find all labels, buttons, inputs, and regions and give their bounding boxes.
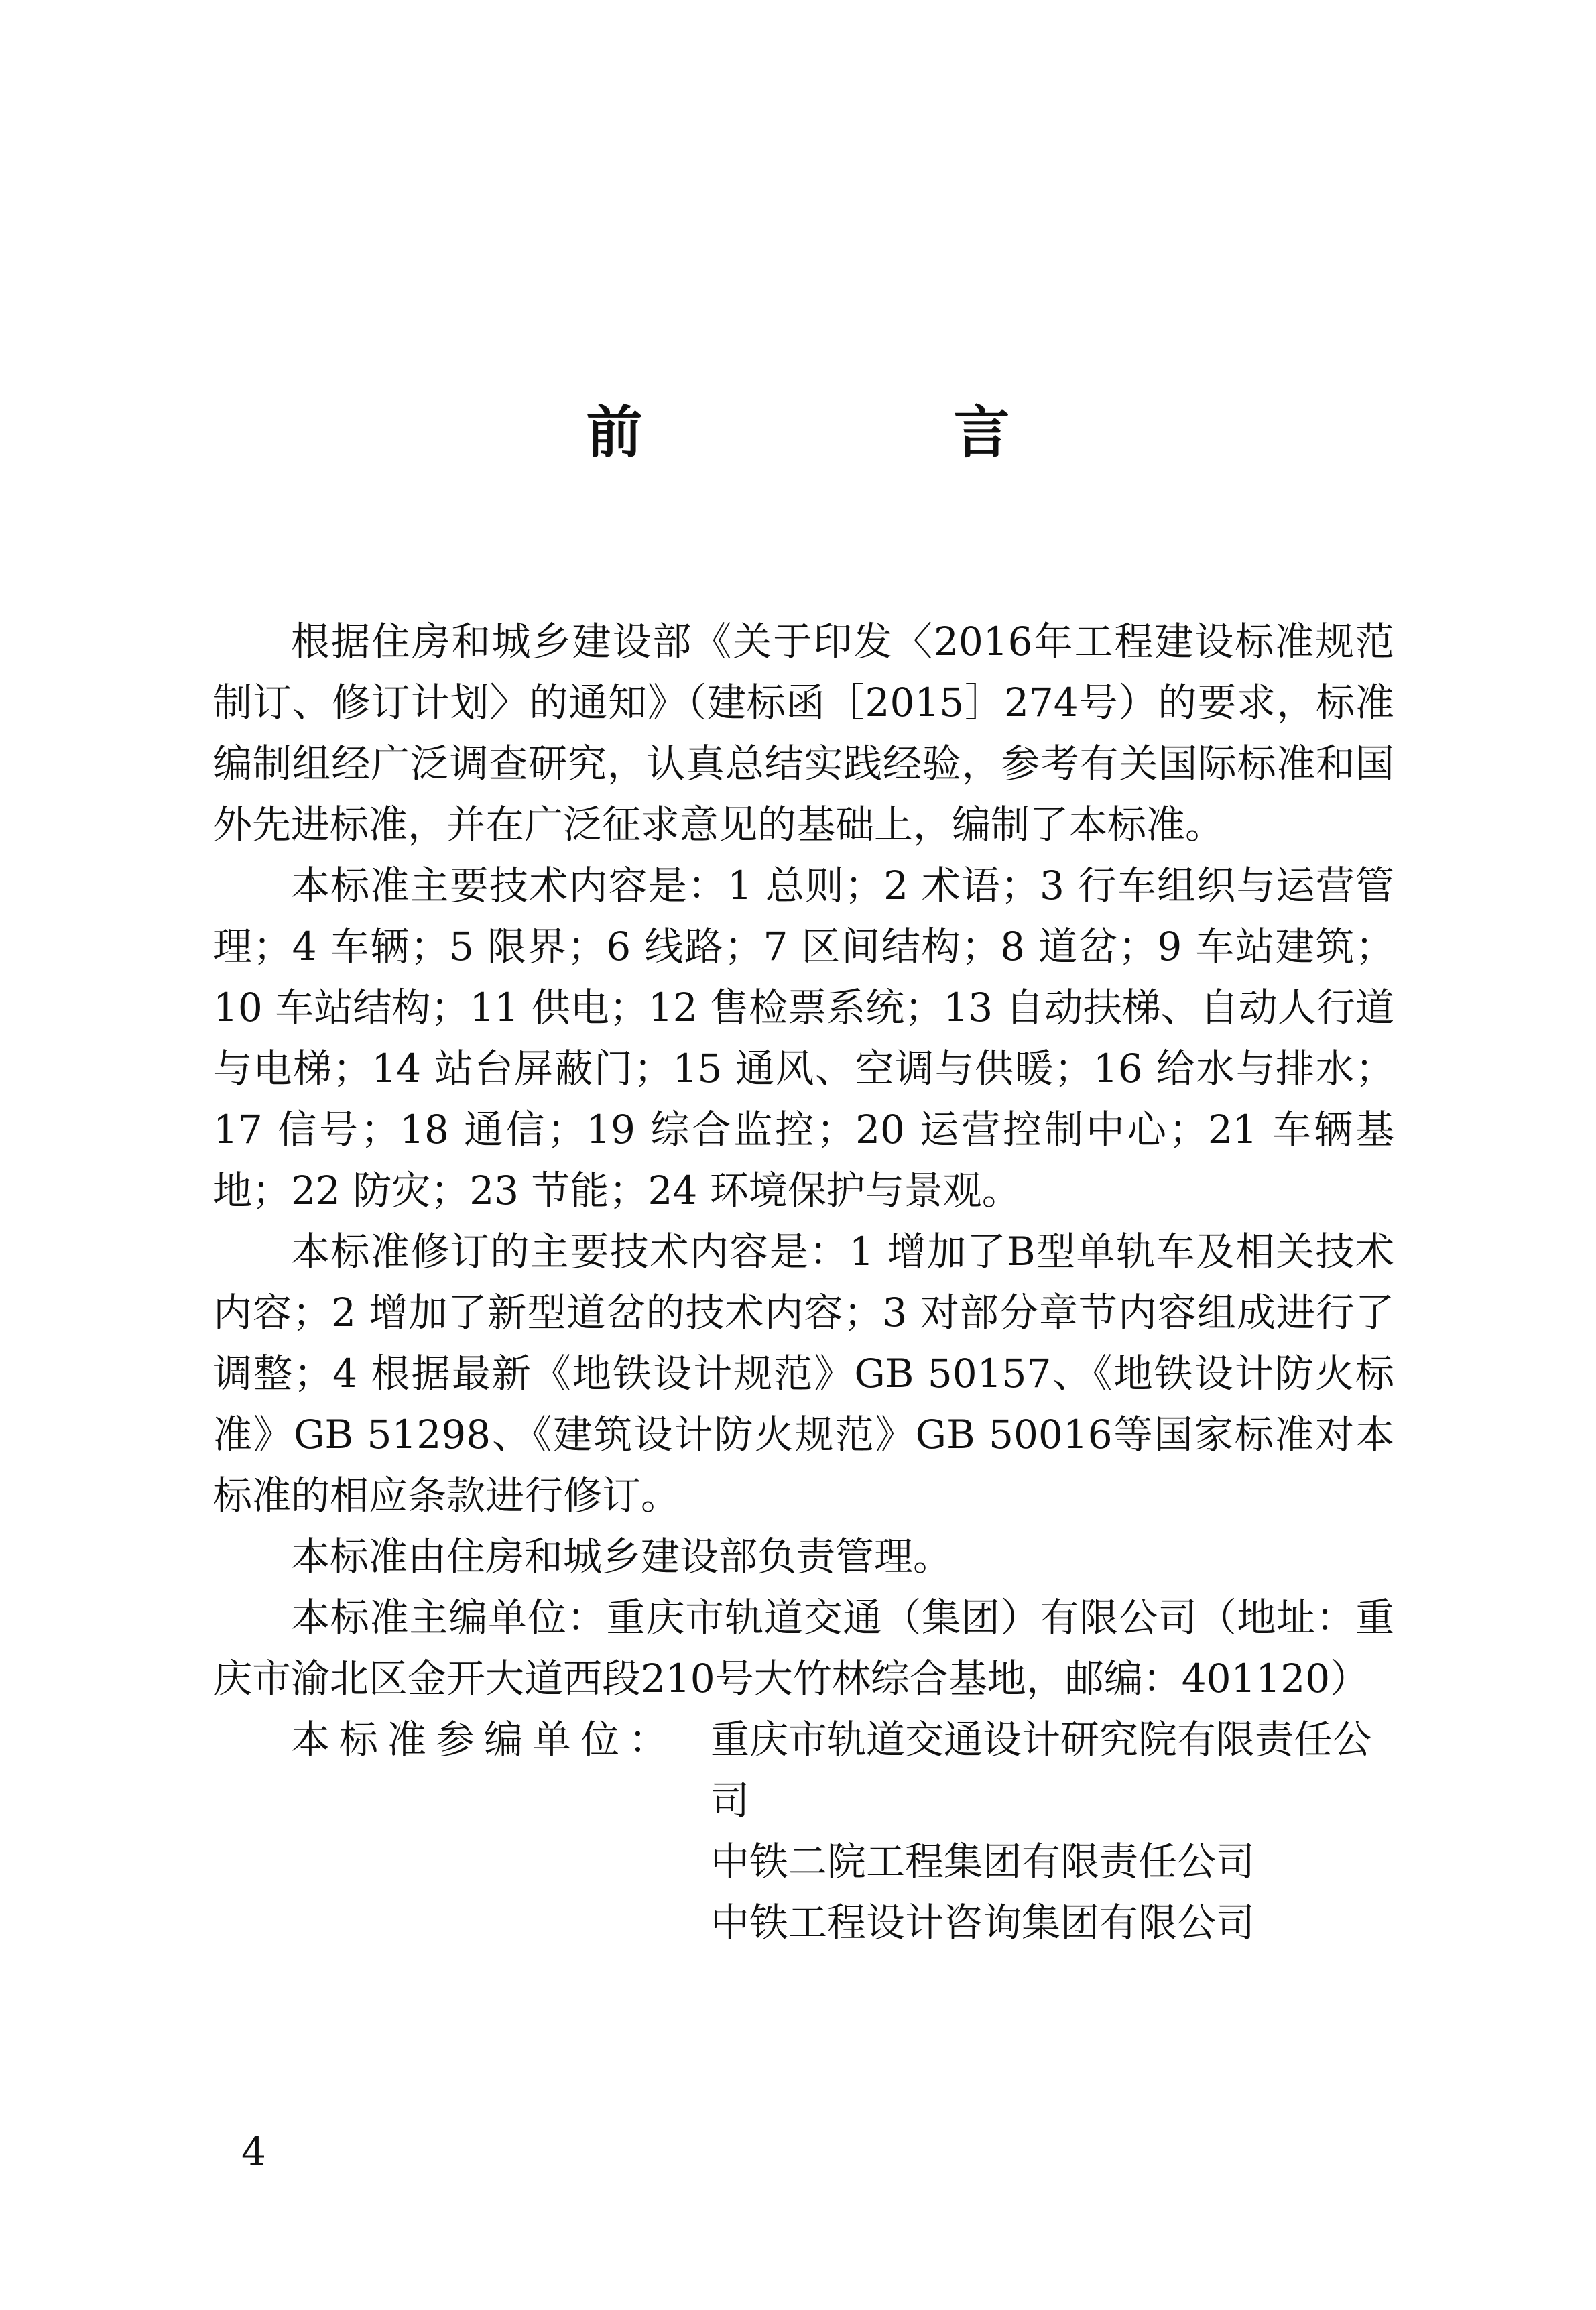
paragraph-management: 本标准由住房和城乡建设部负责管理。: [291, 1534, 953, 1579]
paragraph-chief-editor-unit: 本标准主编单位：重庆市轨道交通（集团）有限公司（地址：重庆市渝北区金开大道西段210号大竹林综合基地，邮编：401120）: [213, 1595, 1394, 1701]
page-number: 4: [241, 2129, 266, 2175]
page-title: 前 言: [586, 399, 1138, 465]
paragraph-revision-contents: 本标准修订的主要技术内容是：1 增加了B型单轨车及相关技术内容；2 增加了新型道岔的技术内容；3 对部分章节内容组成进行了调整；4 根据最新《地铁设计规范》GB 50157、《地铁设计防火标准》GB 51298、《建筑设计防火规范》GB 50016等国家标准对本标准的相应条款进行修订。: [213, 1229, 1394, 1518]
participating-units-label: 本标准参编单位：: [291, 1717, 678, 1762]
paragraph-main-contents: 本标准主要技术内容是：1 总则；2 术语；3 行车组织与运营管理；4 车辆；5 限界；6 线路；7 区间结构；8 道岔；9 车站建筑；10 车站结构；11 供电；12 售检票系统；13 自动扶梯、自动人行道与电梯；14 站台屏蔽门；15 通风、空调与供暖；16 给水与排水；17 信号；18 通信；19 综合监控；20 运营控制中心；21 车辆基地；22 防灾；23 节能；24 环境保护与景观。: [213, 863, 1394, 1213]
participating-units: [213, 1709, 1394, 1953]
participating-unit: 中铁工程设计咨询集团有限公司: [711, 1900, 1255, 1945]
paragraph-basis: 根据住房和城乡建设部《关于印发〈2016年工程建设标准规范制订、修订计划〉的通知》（建标函［2015］274号）的要求，标准编制组经广泛调查研究，认真总结实践经验，参考有关国际标准和国外先进标准，并在广泛征求意见的基础上，编制了本标准。: [213, 619, 1394, 847]
participating-units-list: [711, 1709, 1394, 1953]
preface-body: [213, 611, 1394, 1953]
participating-unit: 中铁二院工程集团有限责任公司: [711, 1839, 1255, 1884]
participating-unit: 重庆市轨道交通设计研究院有限责任公司: [711, 1717, 1372, 1823]
